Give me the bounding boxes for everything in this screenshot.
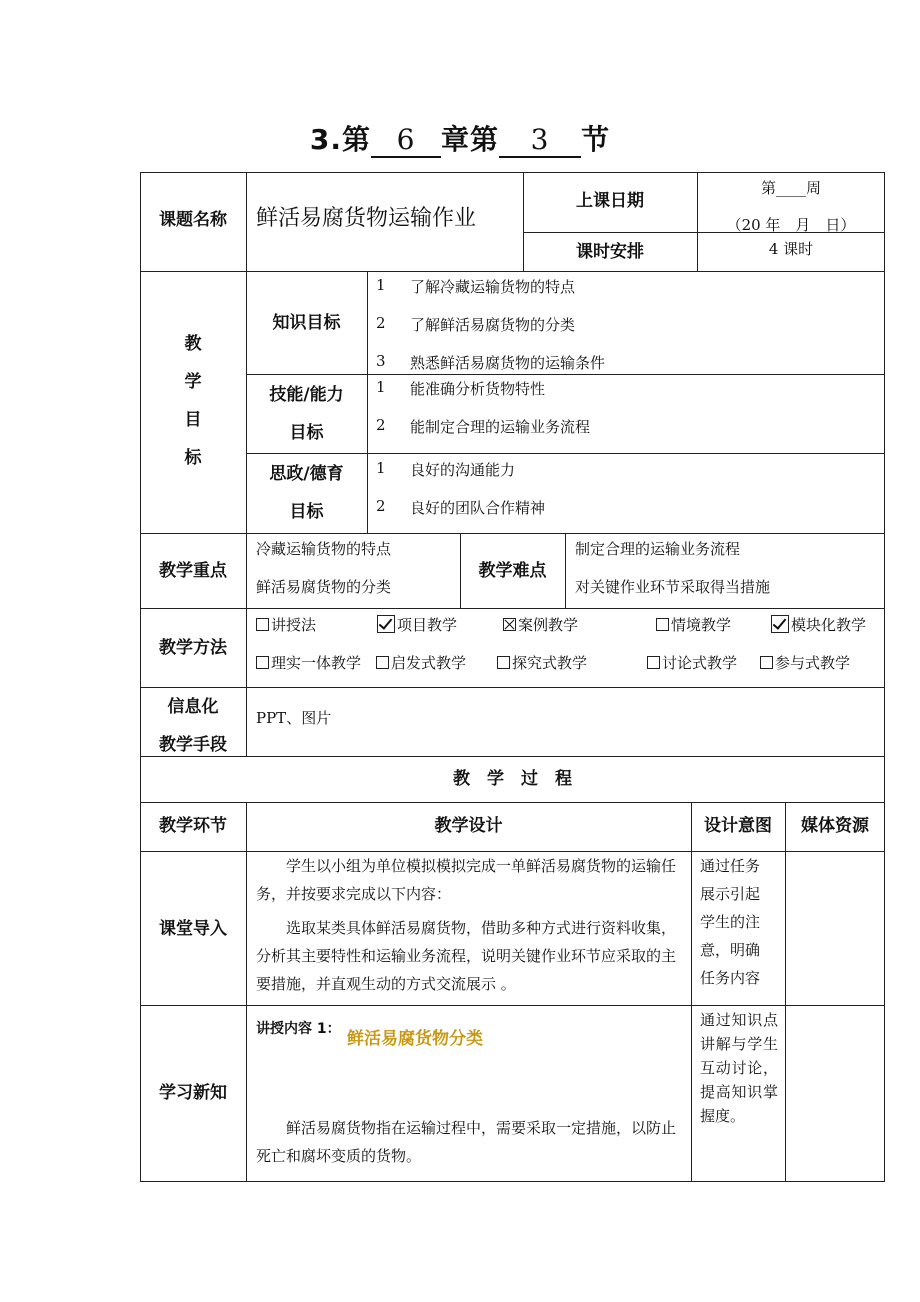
date-week: 第____周 — [760, 179, 821, 197]
title-mid: 章第 — [441, 123, 500, 156]
moral-goal-label-2: 目标 — [289, 502, 324, 522]
col-media-header: 媒体资源 — [801, 816, 869, 836]
title-suffix: 节 — [581, 123, 611, 156]
method-situation[interactable]: 情境教学 — [656, 614, 731, 635]
checkbox-empty-icon[interactable] — [376, 656, 389, 669]
info-means-label-1: 信息化 — [167, 697, 219, 717]
method-participatory[interactable]: 参与式教学 — [760, 652, 850, 673]
method-modular[interactable]: 模块化教学 — [771, 614, 866, 635]
difficult-points-label: 教学难点 — [478, 561, 547, 581]
key-points-label: 教学重点 — [159, 561, 227, 581]
goals-label-3: 目 — [184, 410, 202, 430]
goals-label-2: 学 — [184, 372, 202, 392]
skill-goal-1: 能准确分析货物特性 — [410, 380, 546, 398]
info-means-value: PPT、图片 — [256, 709, 332, 727]
knowledge-goal-1: 了解冷藏运输货物的特点 — [410, 278, 576, 296]
intro-stage-label: 课堂导入 — [159, 919, 227, 939]
checkbox-checked-icon[interactable] — [771, 615, 789, 633]
knowledge-goal-2: 了解鲜活易腐货物的分类 — [410, 316, 576, 334]
method-discussion[interactable]: 讨论式教学 — [647, 652, 737, 673]
skill-goal-label-1: 技能/能力 — [269, 385, 344, 405]
difficult-point-2: 对关键作业环节采取得当措施 — [575, 578, 771, 596]
hours-label: 课时安排 — [576, 242, 644, 262]
content-label: 讲授内容 1： — [256, 1021, 341, 1037]
key-point-1: 冷藏运输货物的特点 — [256, 540, 392, 558]
difficult-point-1: 制定合理的运输业务流程 — [575, 540, 741, 558]
method-project[interactable]: 项目教学 — [377, 614, 457, 635]
moral-goal-1-num: 1 — [376, 459, 386, 477]
date-label: 上课日期 — [576, 191, 644, 211]
moral-goal-2: 良好的团队合作精神 — [410, 499, 546, 517]
knowledge-goal-3-num: 3 — [376, 352, 386, 370]
new-knowledge-label: 学习新知 — [159, 1083, 227, 1103]
checkbox-crossed-icon[interactable] — [503, 618, 516, 631]
moral-goal-1: 良好的沟通能力 — [410, 461, 516, 479]
content-title: 鲜活易腐货物分类 — [347, 1029, 483, 1049]
section-number: 3 — [499, 123, 581, 158]
method-lecture[interactable]: 讲授法 — [256, 614, 316, 635]
goals-label-4: 标 — [184, 448, 202, 468]
col-intent-header: 设计意图 — [704, 816, 772, 836]
moral-goal-label-1: 思政/德育 — [269, 464, 344, 484]
checkbox-empty-icon[interactable] — [256, 656, 269, 669]
info-means-label-2: 教学手段 — [159, 735, 227, 755]
skill-goal-2: 能制定合理的运输业务流程 — [410, 418, 591, 436]
new-knowledge-paragraph: 鲜活易腐货物指在运输过程中，需要采取一定措施，以防止死亡和腐坏变质的货物。 — [256, 1119, 677, 1165]
skill-goal-1-num: 1 — [376, 378, 386, 396]
checkbox-empty-icon[interactable] — [656, 618, 669, 631]
col-design-header: 教学设计 — [434, 816, 503, 836]
knowledge-goal-1-num: 1 — [376, 276, 386, 294]
checkbox-empty-icon[interactable] — [497, 656, 510, 669]
checkbox-empty-icon[interactable] — [647, 656, 660, 669]
intro-intent: 通过任务展示引起学生的注意，明确任务内容 — [700, 857, 761, 987]
page-title — [0, 118, 920, 158]
method-heuristic[interactable]: 启发式教学 — [376, 652, 466, 673]
intro-paragraph-1: 学生以小组为单位模拟模拟完成一单鲜活易腐货物的运输任务，并按要求完成以下内容： — [256, 857, 677, 903]
knowledge-goal-label: 知识目标 — [272, 313, 341, 333]
checkbox-checked-icon[interactable] — [377, 615, 395, 633]
process-title: 教 学 过 程 — [453, 769, 572, 789]
course-name-value: 鲜活易腐货物运输作业 — [256, 206, 477, 231]
date-detail: （20 年 月 日） — [726, 216, 856, 234]
chapter-number: 6 — [371, 123, 441, 158]
moral-goal-2-num: 2 — [376, 497, 386, 515]
method-inquiry[interactable]: 探究式教学 — [497, 652, 587, 673]
col-stage-header: 教学环节 — [159, 816, 227, 836]
methods-label: 教学方法 — [159, 638, 227, 658]
method-integrated[interactable]: 理实一体教学 — [256, 652, 361, 673]
checkbox-empty-icon[interactable] — [760, 656, 773, 669]
hours-value: 4 课时 — [768, 240, 814, 258]
course-name-label: 课题名称 — [159, 210, 227, 230]
knowledge-goal-2-num: 2 — [376, 314, 386, 332]
title-prefix: 3.第 — [309, 123, 372, 156]
intro-paragraph-2: 选取某类具体鲜活易腐货物，借助多种方式进行资料收集，分析其主要特性和运输业务流程，说明关键作业环节应采取的主要措施，并直观生动的方式交流展示 。 — [256, 919, 677, 993]
goals-label-1: 教 — [184, 334, 202, 354]
new-knowledge-intent: 通过知识点讲解与学生互动讨论，提高知识掌握度。 — [700, 1011, 778, 1125]
key-point-2: 鲜活易腐货物的分类 — [256, 578, 392, 596]
skill-goal-label-2: 目标 — [289, 423, 324, 443]
skill-goal-2-num: 2 — [376, 416, 386, 434]
method-case[interactable]: 案例教学 — [503, 614, 578, 635]
knowledge-goal-3: 熟悉鲜活易腐货物的运输条件 — [410, 354, 606, 372]
checkbox-empty-icon[interactable] — [256, 618, 269, 631]
